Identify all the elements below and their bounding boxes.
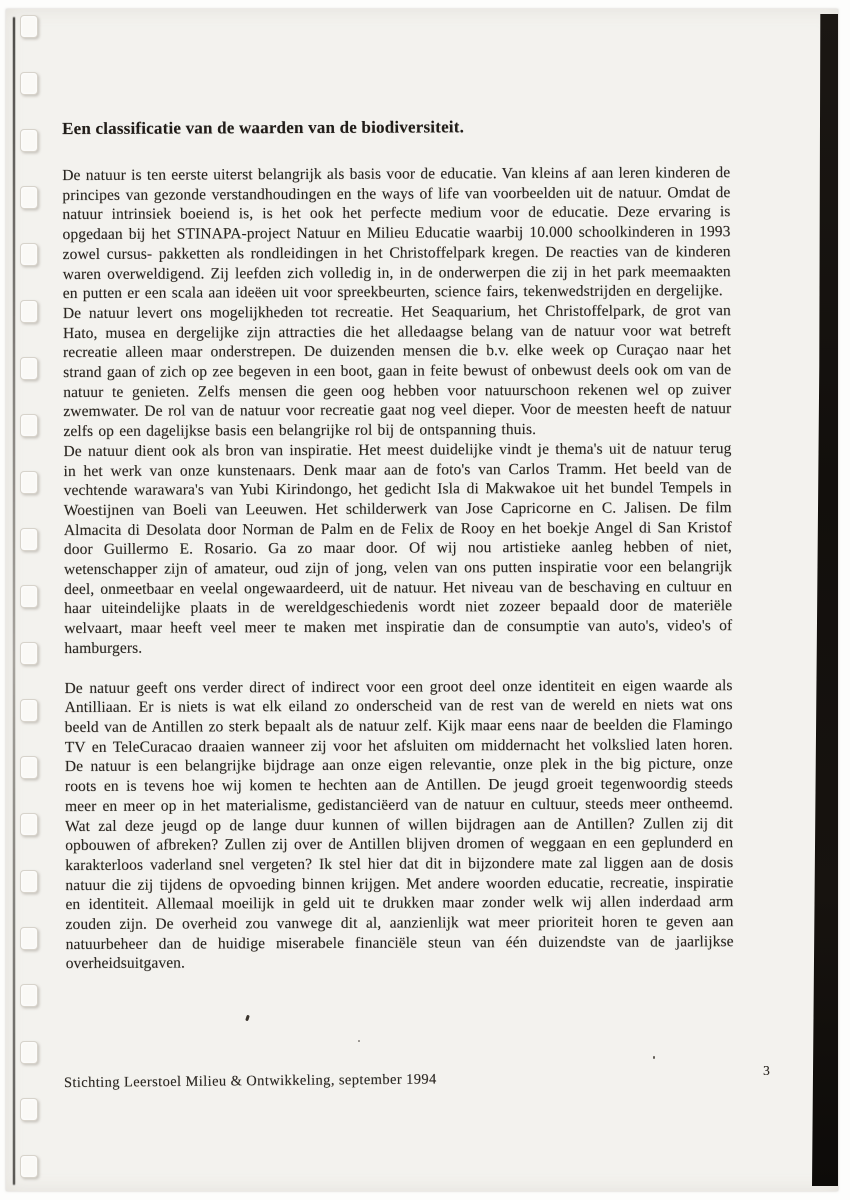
binding-hole	[20, 1155, 38, 1178]
binding-hole	[20, 528, 38, 551]
paragraph-identity: De natuur geeft ons verder direct of indirect voor een groot deel onze identiteit en eigen waarde als Antilliaan. Er is niets is wat elk eiland zo onderscheid van de rest van de wereld en niets wat ons beeld van de Antillen zo sterk bepaalt als de natuur zelf. Kijk maar eens naar de beelden die Flamingo TV en TeleCuracao draaien wanneer zij voor het afsluiten om middernacht het volkslied laten horen. De natuur is een belangrijke bijdrage aan onze eigen relevantie, onze plek in the big picture, onze roots en is tevens hoe wij komen te hechten aan de Antillen. De jeugd groeit tegenwoordig steeds meer en meer op in het materialisme, gedistanciëerd van de natuur en cultuur, steeds meer ontheemd. Wat zal deze jeugd op de lange duur kunnen of willen bijdragen aan de Antillen? Zullen zij dit opbouwen of afbreken? Zullen zij over de Antillen blijven dromen of weggaan en een geplunderd en karakterloos vaderland snel vergeten? Ik stel hier dat dit in bijzondere mate zal liggen aan de dosis natuur die zij tijdens de opvoeding binnen krijgen. Met andere woorden educatie, recreatie, inspiratie en identiteit. Allemaal moeilijk in geld uit te drukken maar zonder welk wij allen inderdaad arm zouden zijn. De overheid zou vanwege dit al, aanzienlijk wat meer prioriteit horen te geven aan natuurbeheer dan de huidige miserabele financiële steun van één duizendste van de jaarlijkse overheidsuitgaven.	[64, 676, 734, 973]
binding-hole	[20, 15, 38, 38]
binding-hole	[20, 699, 38, 722]
binding-hole	[20, 984, 38, 1007]
scan-speck	[358, 1040, 360, 1042]
page-title: Een classificatie van de waarden van de biodiversiteit.	[62, 117, 465, 138]
binding-hole	[20, 1041, 38, 1064]
binding-hole	[20, 927, 38, 950]
binding-hole	[20, 243, 38, 266]
binding-hole	[20, 300, 38, 323]
page-content	[62, 116, 734, 974]
binding-hole	[20, 642, 38, 665]
binding-hole	[20, 585, 38, 608]
scan-speck	[653, 1056, 655, 1059]
paragraph-education: De natuur is ten eerste uiterst belangrijk als basis voor de educatie. Van kleins af aan leren kinderen de principes van gezonde verstandhoudingen en the ways of life van voorbeelden uit de natuur. Omdat de natuur intrinsiek boeiend is, is het ook het perfecte medium voor de educatie. Deze ervaring is opgedaan bij het STINAPA-project Natuur en Milieu Educatie waarbij 10.000 schoolkinderen in 1993 zowel cursus- pakketten als rondleidingen in het Christoffelpark kregen. De reacties van de kinderen waren overweldigend. Zij leefden zich volledig in, in de onderwerpen die zij in het park meemaakten en putten er een scala aan ideëen uit voor spreekbeurten, science fairs, tekenwedstrijden en dergelijke.	[62, 164, 731, 303]
paragraph-inspiration: De natuur dient ook als bron van inspiratie. Het meest duidelijke vindt je thema's uit de natuur terug in het werk van onze kunstenaars. Denk maar aan de foto's van Carlos Tramm. Het beeld van de vechtende warawara's van Yubi Kirindongo, het gedicht Isla di Makwakoe uit het bundel Tempels in Woestijnen van Boeli van Leeuwen. Het schilderwerk van Jose Capricorne en C. Jalisen. De film Almacita di Desolata door Norman de Palm en de Felix de Rooy en het boekje Angel di San Kristof door Guillermo E. Rosario. Ga zo maar door. Of wij nou artistieke aanleg hebben of niet, wetenschapper zijn of amateur, oud zijn of jong, velen van ons putten inspiratie voor een belangrijk deel, onmeetbaar en veelal ongewaardeerd, uit de natuur. Het niveau van de beschaving en cultuur en haar uiteindelijke plaats in de wereldgeschiedenis wordt niet zozeer bepaald door de materiële welvaart, maar heeft veel meer te maken met inspiratie dan de consumptie van auto's, video's of hamburgers.	[63, 439, 733, 657]
footer-text: Stichting Leerstoel Milieu & Ontwikkeling, september 1994	[63, 1071, 437, 1091]
binding-hole	[20, 471, 38, 494]
binding-hole	[20, 72, 38, 95]
binding-hole	[20, 1098, 38, 1121]
binding-hole	[20, 756, 38, 779]
document-page	[6, 9, 838, 1191]
binding-hole	[20, 870, 38, 893]
page-number: 3	[763, 1063, 770, 1078]
binding-hole	[20, 186, 38, 209]
scan-speck	[245, 1015, 250, 1022]
binding-hole	[20, 129, 38, 152]
binding-holes	[6, 9, 66, 1191]
scan-edge-band	[812, 14, 838, 1186]
paragraph-recreation: De natuur levert ons mogelijkheden tot recreatie. Het Seaquarium, het Christoffelpark, de grot van Hato, musea en dergelijke zijn attracties die het alledaagse belang van de natuur voor wat betreft recreatie alleen maar onderstrepen. De duizenden mensen die b.v. elke week op Curaçao naar het strand gaan of zich op zee begeven in een boot, gaan in feite bewust of onbewust deels ook om van de natuur te genieten. Zelfs mensen die geen oog hebben voor natuurschoon rekenen wel op zuiver zwemwater. De rol van de natuur voor recreatie gaat nog veel dieper. Voor de meesten heeft de natuur zelfs op een dagelijkse basis een belangrijke rol bij de ontspanning thuis.	[62, 302, 732, 441]
binding-hole	[20, 357, 38, 380]
binding-hole	[20, 414, 38, 437]
binding-hole	[20, 813, 38, 836]
